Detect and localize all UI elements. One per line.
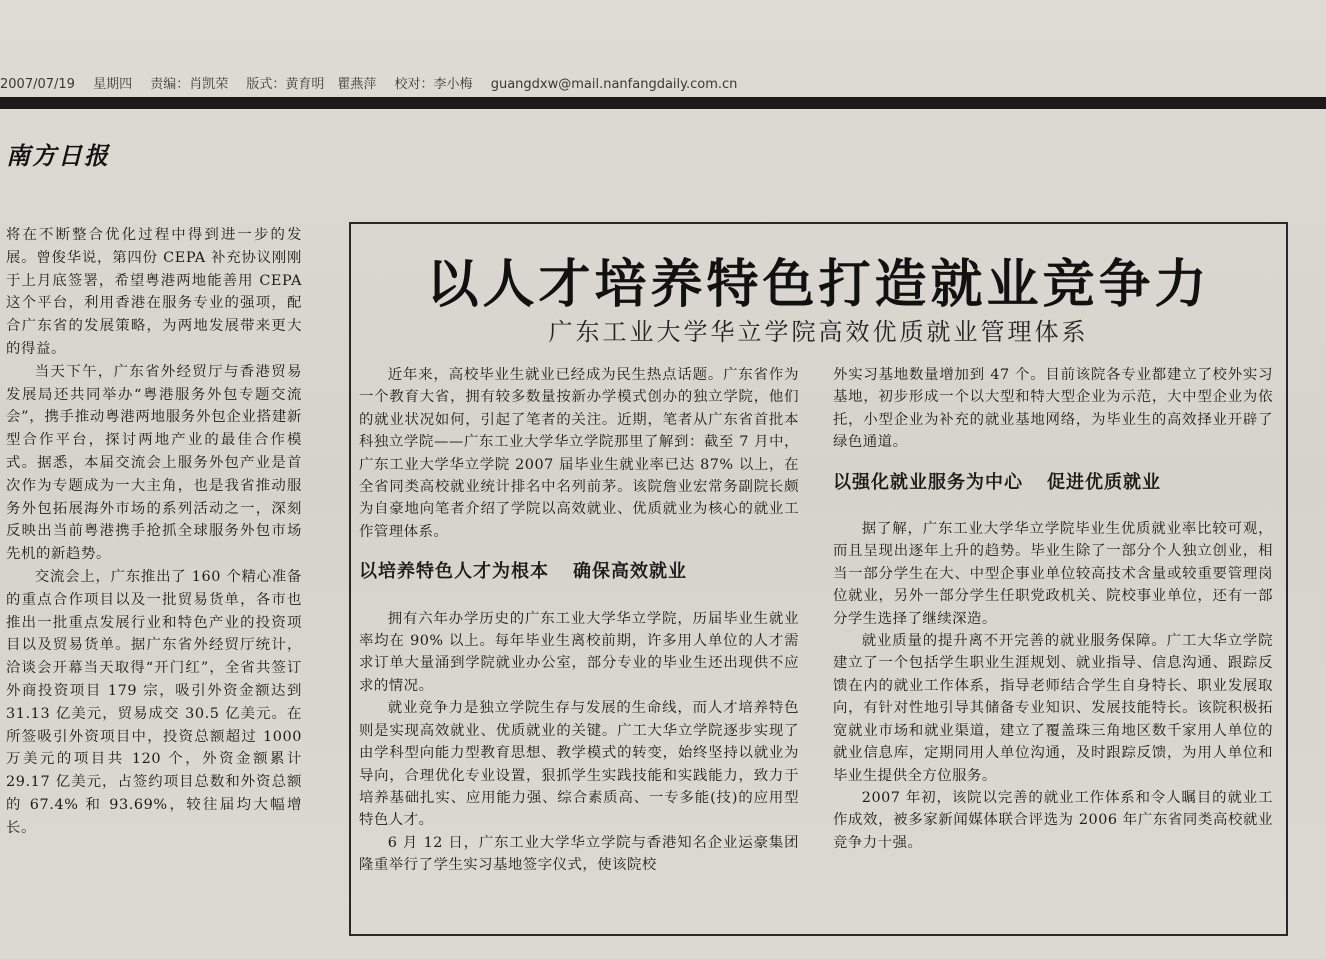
left-column-article [6,224,302,840]
left-paragraph: 将在不断整合优化过程中得到进一步的发展。曾俊华说，第四份 CEPA 补充协议刚刚于上月底签署，希望粤港两地能善用 CEPA 这个平台，利用香港在服务专业的强项，配合广东省的发展策略，为两地发展带来更大的得益。 [6,227,302,357]
section-heading-1-a: 以培养特色人才为根本 [359,561,549,583]
masthead-logo: 南方日报 [6,141,110,170]
article-column-1 [359,364,799,877]
article-intro: 近年来，高校毕业生就业已经成为民生热点话题。广东省作为一个教育大省，拥有较多数量按新办学模式创办的独立学院，他们的就业状况如何，引起了笔者的关注。近期，笔者从广东省首批本科独立学院——广东工业大学华立学院那里了解到：截至 7 月中，广东工业大学华立学院 2007 届毕业生就业率已达 87% 以上，在全省同类高校就业统计排名中名列前茅。该院詹业宏常务副院长颇为自豪地向笔者介绍了学院以高效就业、优质就业为核心的就业工作管理体系。 [359,367,799,540]
article-paragraph: 据了解，广东工业大学华立学院毕业生优质就业率比较可观，而且呈现出逐年上升的趋势。毕业生除了一部分个人独立创业，相当一部分学生在大、中型企事业单位较高技术含量或较重要管理岗位就业，另外一部分学生任职党政机关、院校事业单位，还有一部分学生选择了继续深造。 [833,521,1273,627]
left-paragraph: 当天下午，广东省外经贸厅与香港贸易发展局还共同举办“粤港服务外包专题交流会”，携手推动粤港两地服务外包企业搭建新型合作平台，探讨两地产业的最佳合作模式。据悉，本届交流会上服务外包产业是首次作为专题成为一大主角，也是我省推动服务外包拓展海外市场的系列活动之一，深刻反映出当前粤港携手抢抓全球服务外包市场先机的新趋势。 [6,363,302,563]
section-heading-2-b: 促进优质就业 [1047,471,1161,493]
header-weekday: 星期四 [93,77,133,92]
section-heading-2 [833,472,1273,494]
section-heading-1 [359,561,799,583]
header-rule [0,97,1326,109]
article-subtitle: 广东工业大学华立学院高效优质就业管理体系 [548,318,1089,346]
header-email: guangdxw@mail.nanfangdaily.com.cn [490,77,738,92]
section-heading-2-a: 以强化就业服务为中心 [833,471,1023,493]
header-date: 2007/07/19 [0,77,75,92]
article-paragraph: 拥有六年办学历史的广东工业大学华立学院，历届毕业生就业率均在 90% 以上。每年毕业生离校前期，许多用人单位的人才需求订单大量涌到学院就业办公室，部分专业的毕业生还出现供不应求的情况。 [359,610,799,694]
left-paragraph: 交流会上，广东推出了 160 个精心准备的重点合作项目以及一批贸易货单，各市也推出一批重点发展行业和特色产业的投资项目以及贸易货单。据广东省外经贸厅统计，洽谈会开幕当天取得“开门红”，全省共签订外商投资项目 179 宗，吸引外资金额达到 31.13 亿美元，贸易成交 30.5 亿美元。在所签吸引外资项目中，投资总额超过 1000 万美元的项目共 120 个，外资金额累计 29.17 亿美元，占签约项目总数和外资总额的 67.4% 和 93.69%，较往届均大幅增长。 [6,568,302,836]
header-layout: 版式：黄育明 瞿燕萍 [246,77,377,92]
article-title: 以人才培养特色打造就业竞争力 [426,254,1211,315]
article-paragraph: 6 月 12 日，广东工业大学华立学院与香港知名企业运豪集团隆重举行了学生实习基地签字仪式，使该院校 [359,834,799,874]
page-header [0,73,1326,99]
article-paragraph: 外实习基地数量增加到 47 个。目前该院各专业都建立了校外实习基地，初步形成一个以大型和特大型企业为示范，大中型企业为依托，小型企业为补充的就业基地网络，为毕业生的高效择业开辟了绿色通道。 [833,367,1273,451]
article-paragraph: 就业竞争力是独立学院生存与发展的生命线，而人才培养特色则是实现高效就业、优质就业的关键。广工大华立学院逐步实现了由学科型向能力型教育思想、教学模式的转变，始终坚持以就业为导向，合理优化专业设置，狠抓学生实践技能和实践能力，致力于培养基础扎实、应用能力强、综合素质高、一专多能(技)的应用型特色人才。 [359,700,799,829]
header-proof: 校对：李小梅 [394,77,473,92]
section-heading-1-b: 确保高效就业 [573,561,687,583]
feature-article-box [349,222,1288,936]
article-paragraph: 就业质量的提升离不开完善的就业服务保障。广工大华立学院建立了一个包括学生职业生涯规划、就业指导、信息沟通、跟踪反馈在内的就业工作体系，指导老师结合学生自身特长、职业发展取向，有针对性地引导其储备专业知识、发展技能特长。该院积极拓宽就业市场和就业渠道，建立了覆盖珠三角地区数千家用人单位的就业信息库，定期同用人单位沟通，及时跟踪反馈，为用人单位和毕业生提供全方位服务。 [833,633,1273,784]
article-column-2 [833,364,1273,854]
header-editor: 责编：肖凯荣 [150,77,229,92]
article-paragraph: 2007 年初，该院以完善的就业工作体系和令人瞩目的就业工作成效，被多家新闻媒体联合评选为 2006 年广东省同类高校就业竞争力十强。 [833,789,1273,851]
